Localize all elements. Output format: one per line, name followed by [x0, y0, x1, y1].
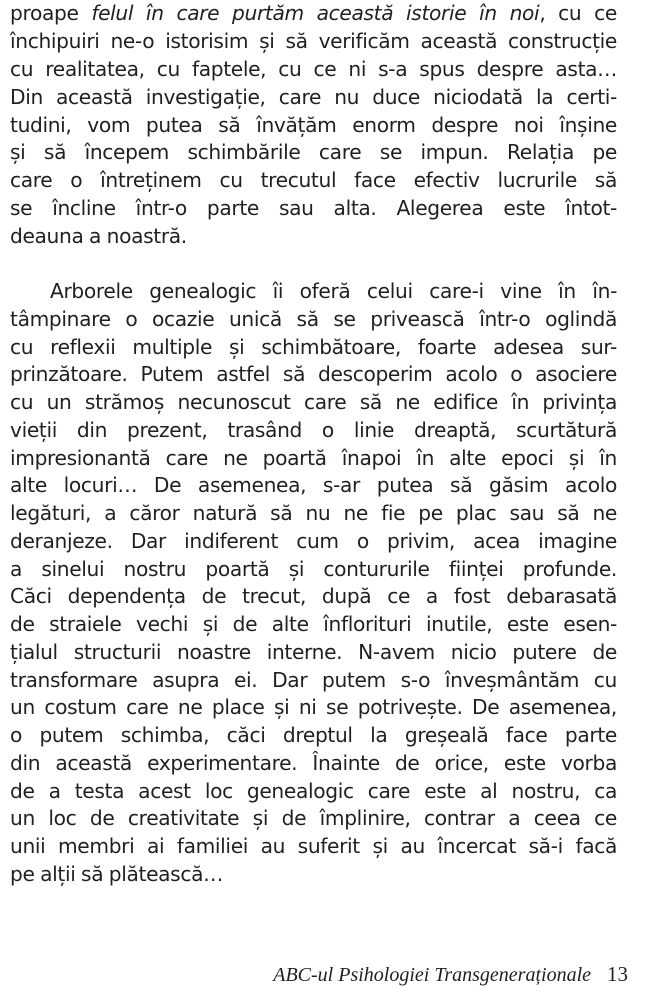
text-line: prinzătoare. Putem astfel să descoperim acolo o asociere: [10, 362, 617, 387]
text-line: un loc de creativitate și de împlinire, contrar a ceea ce: [10, 806, 617, 831]
paragraph-1: [10, 0, 617, 251]
text-line: un costum care ne place și ni se potrivește. De asemenea,: [10, 695, 617, 720]
italic-phrase: felul în care purtăm această istorie în noi: [91, 1, 540, 25]
text-line: impresionantă care ne poartă înapoi în alte epoci și în: [10, 445, 617, 470]
text-line: deauna a noastră.: [10, 224, 187, 249]
text-line: tâmpinare o ocazie unică să se privească într-o oglindă: [10, 306, 617, 331]
text-line: Căci dependența de trecut, după ce a fost debarasată: [10, 584, 617, 609]
text-line: din această experimentare. Înainte de orice, este vorba: [10, 750, 617, 775]
text-line: de straiele vechi și de alte înflorituri inutile, este esen-: [10, 612, 617, 636]
text-line: de a testa acest loc genealogic care este al nostru, ca: [10, 778, 617, 803]
text-line: vieții din prezent, trasând o linie dreaptă, scurtătură: [10, 417, 617, 442]
text-line: Din această investigație, care nu duce niciodată la certi-: [10, 84, 617, 109]
page-footer: [0, 962, 628, 987]
text-line: o putem schimba, căci dreptul la greșeală face parte: [10, 723, 617, 747]
text-line: transformare asupra ei. Dar putem s-o înveșmântăm cu: [10, 667, 617, 692]
text-line: alte locuri… De asemenea, s-ar putea să găsim acolo: [10, 473, 617, 498]
paragraph-2: [10, 278, 617, 889]
text-line: cu realitatea, cu faptele, cu ce ni s-a spus despre asta…: [10, 56, 617, 81]
text-line: țialul structurii noastre interne. N-avem nicio putere de: [10, 639, 617, 664]
page-number: 13: [607, 962, 628, 986]
text-line: și să începem schimbările care se impun. Relația pe: [10, 140, 617, 165]
text-line: a sinelui nostru poartă și contururile ființei profunde.: [10, 556, 617, 581]
text-line: pe alții să plătească…: [10, 861, 223, 886]
text-line: legături, a căror natură să nu ne fie pe plac sau să ne: [10, 501, 617, 525]
running-title: ABC-ul Psihologiei Transgeneraționale: [273, 964, 591, 986]
text-line: proape felul în care purtăm această istorie în noi, cu ce: [10, 1, 618, 25]
text-line: deranjeze. Dar indiferent cum o privim, acea imagine: [10, 528, 617, 553]
text-line: cu un strămoș necunoscut care să ne edifice în privința: [10, 390, 617, 414]
text-line: care o întreținem cu trecutul face efectiv lucrurile să: [10, 168, 617, 193]
text-line: Arborele genealogic îi oferă celui care-i vine în în-: [50, 279, 617, 303]
text-line: se încline într-o parte sau alta. Alegerea este întot-: [10, 196, 617, 221]
text-line: cu reflexii multiple și schimbătoare, foarte adesea sur-: [10, 334, 617, 359]
text-line: unii membri ai familiei au suferit și au încercat să-i facă: [10, 834, 617, 858]
text-line: închipuiri ne-o istorisim și să verificăm această construcție: [10, 28, 617, 53]
text-line: tudini, vom putea să învățăm enorm despre noi înșine: [10, 112, 617, 137]
